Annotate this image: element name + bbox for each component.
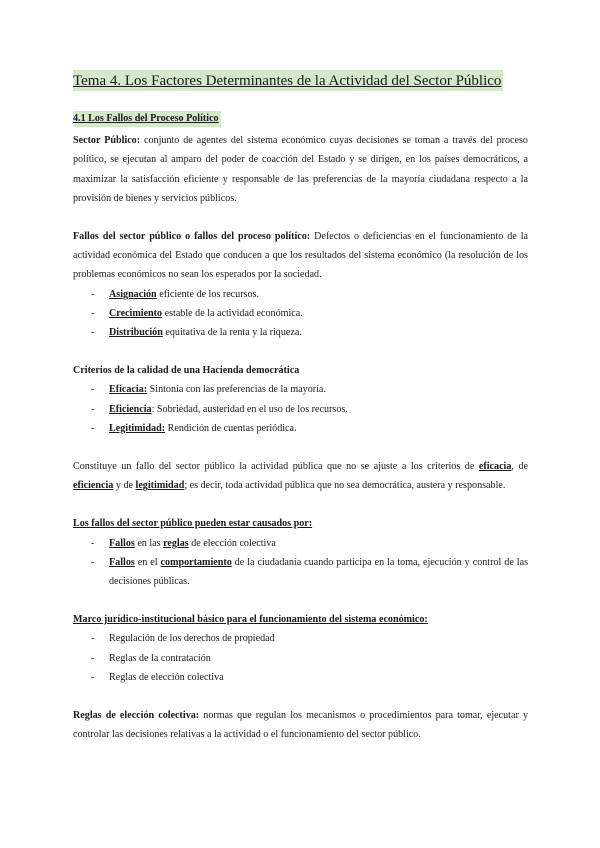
- fallos-text: Defectos o deficiencias en el funcionamiento de la actividad económica del Estado que conducen a que los resultados del sistema económico (la resolución de los problemas económicos no sean los esperados por la sociedad.: [73, 231, 528, 281]
- reglas-text: normas que regulan los mecanismos o procedimientos para tomar, ejecutar y controlar las decisiones relativas a la actividad o el funcionamiento del sector público.: [73, 710, 528, 741]
- marco-heading: Marco jurídico-institucional básico para el funcionamiento del sistema económico:: [73, 614, 428, 626]
- sector-publico-term: Sector Público:: [73, 135, 141, 147]
- list-item: - Fallos en el comportamiento de la ciudadanía cuando participa en la toma, ejecución y control de las decisiones públicas.: [73, 553, 528, 591]
- list-item: - Reglas de la contratación: [73, 649, 528, 668]
- list-item: - Reglas de elección colectiva: [73, 668, 528, 687]
- constituye-paragraph: Constituye un fallo del sector público la actividad pública que no se ajuste a los criterios de eficacia, de eficiencia y de legitimidad; es decir, toda actividad pública que no sea democrática, austera y responsable.: [73, 461, 529, 492]
- marco-list: [73, 629, 528, 687]
- list-item: - Eficiencia: Sobriedad, austeridad en el uso de los recursos.: [73, 400, 528, 419]
- list-item: - Fallos en las reglas de elección colectiva: [73, 534, 528, 553]
- causados-list: [73, 534, 528, 592]
- reglas-term: Reglas de elección colectiva:: [73, 710, 200, 722]
- criterios-list: [73, 380, 528, 438]
- list-item: - Eficacia: Sintonía con las preferencias de la mayoría.: [73, 380, 528, 399]
- causados-heading: Los fallos del sector público pueden estar causados por:: [73, 518, 313, 530]
- sector-publico-paragraph: [73, 131, 528, 208]
- list-item: - Asignación eficiente de los recursos.: [73, 285, 528, 304]
- fallos-list: [73, 285, 528, 343]
- list-item: - Regulación de los derechos de propiedad: [73, 629, 528, 648]
- list-item: - Legitimidad: Rendición de cuentas periódica.: [73, 419, 528, 438]
- reglas-paragraph: [73, 706, 528, 744]
- section-subtitle: 4.1 Los Fallos del Proceso Político: [73, 111, 221, 127]
- fallos-paragraph: [73, 227, 528, 285]
- list-item: - Distribución equitativa de la renta y la riqueza.: [73, 323, 528, 342]
- page-title: Tema 4. Los Factores Determinantes de la Actividad del Sector Público: [73, 70, 503, 91]
- criterios-heading: Criterios de la calidad de una Hacienda democrática: [73, 365, 300, 377]
- fallos-term: Fallos del sector público o fallos del proceso político:: [73, 231, 311, 243]
- document-body: [73, 70, 528, 744]
- list-item: - Crecimiento estable de la actividad económica.: [73, 304, 528, 323]
- sector-publico-text: conjunto de agentes del sistema económico cuyas decisiones se toman a través del proceso político, se ejecutan al amparo del poder de coacción del Estado y se dirigen, en los países democráticos, a maximizar la satisfacción eficiente y responsable de las preferencias de la mayoría ciudadana respecto a la provisión de bienes y servicios públicos.: [73, 135, 528, 204]
